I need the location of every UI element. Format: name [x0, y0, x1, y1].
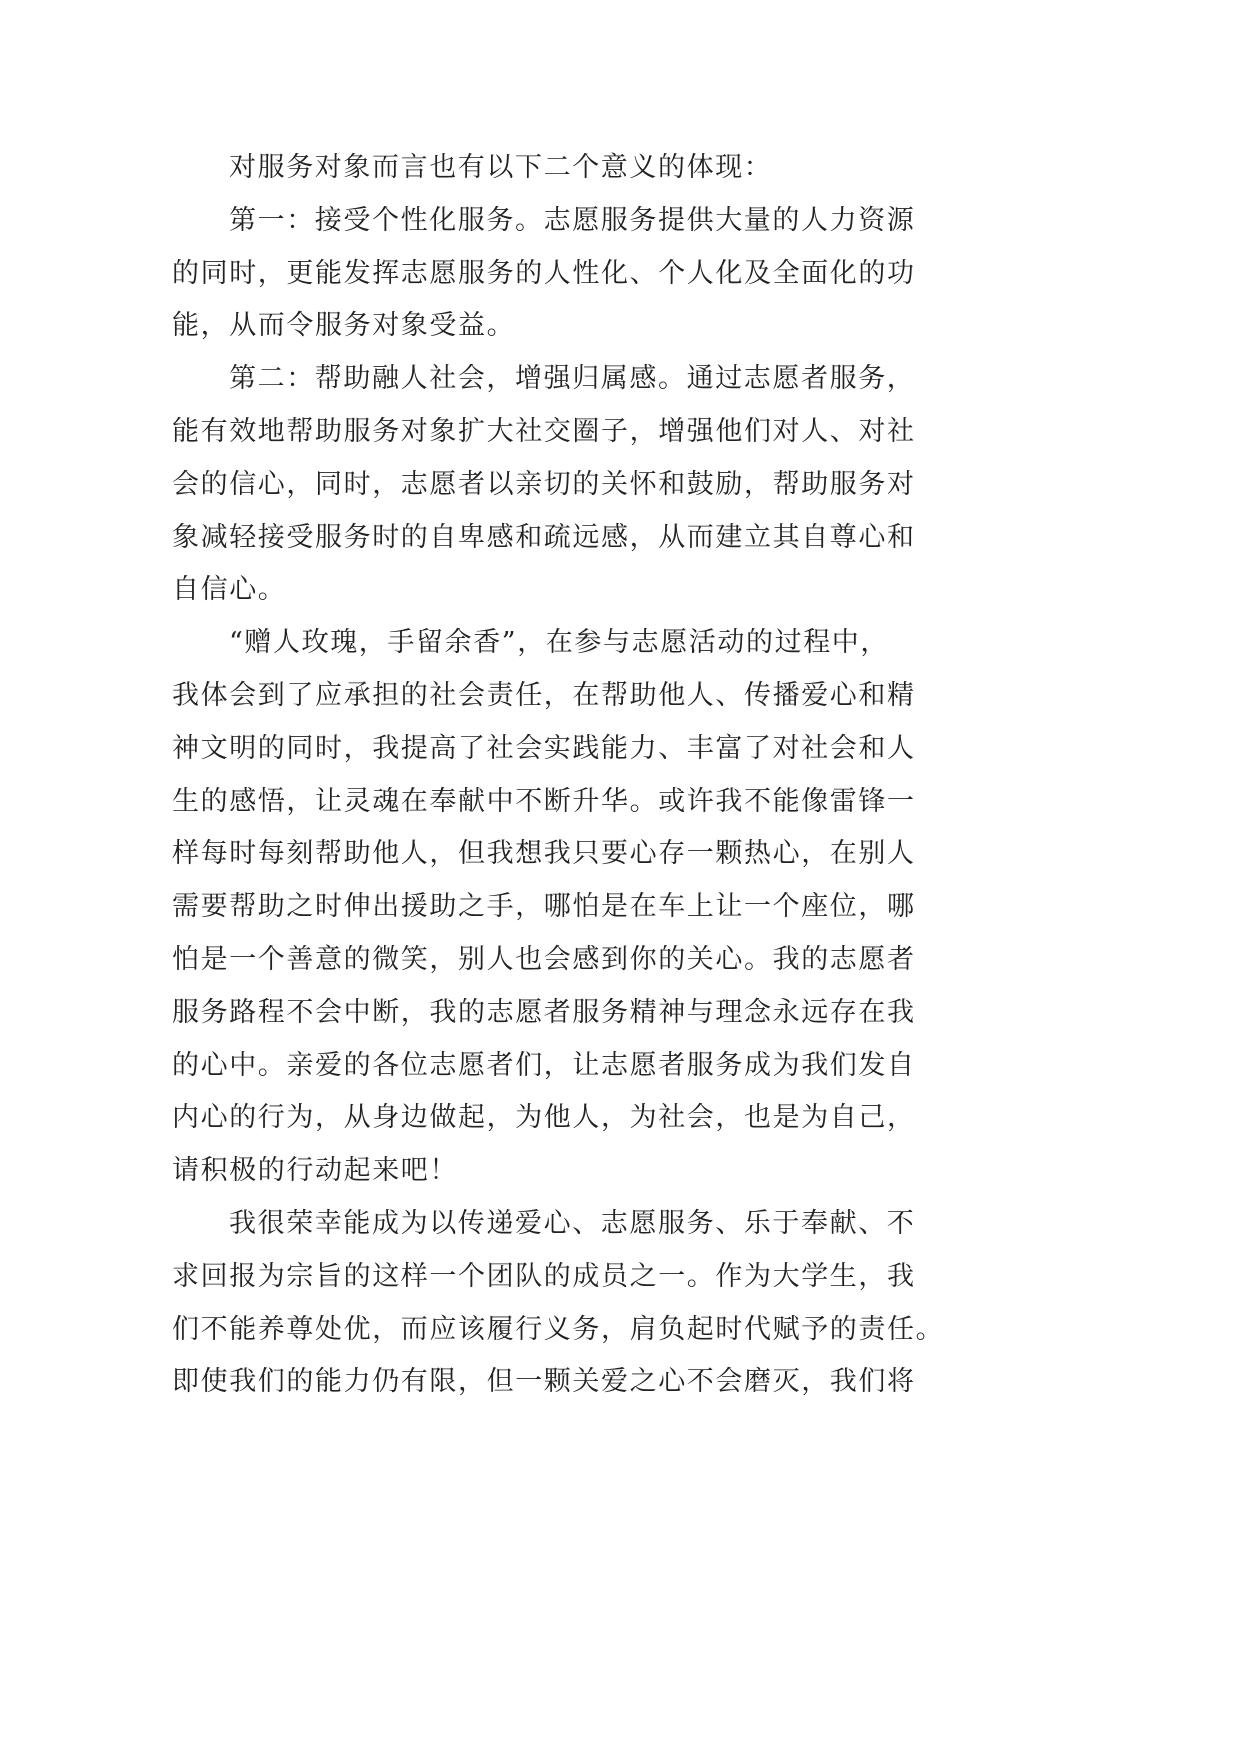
paragraph-2: [172, 195, 952, 353]
text-line: 象减轻接受服务时的自卑感和疏远感，从而建立其自尊心和: [172, 521, 916, 553]
text-line: 第一：接受个性化服务。志愿服务提供大量的人力资源: [229, 204, 916, 236]
text-line: 的心中。亲爱的各位志愿者们，让志愿者服务成为我们发自: [172, 1049, 916, 1081]
text-line: 能有效地帮助服务对象扩大社交圈子，增强他们对人、对社: [172, 415, 916, 447]
text-line: 怕是一个善意的微笑，别人也会感到你的关心。我的志愿者: [172, 943, 916, 975]
text-line: 生的感悟，让灵魂在奉献中不断升华。或许我不能像雷锋一: [172, 785, 916, 817]
paragraph-3: [172, 353, 952, 617]
text-line: 自信心。: [172, 574, 287, 606]
text-line: 们不能养尊处优，而应该履行义务，肩负起时代赋予的责任。: [172, 1313, 945, 1345]
text-line: 能，从而令服务对象受益。: [172, 310, 516, 342]
document-body: [172, 142, 952, 1409]
text-line: 样每时每刻帮助他人，但我想我只要心存一颗热心，在别人: [172, 838, 916, 870]
text-line: “赠人玫瑰，手留余香”，在参与志愿活动的过程中，: [229, 627, 890, 659]
text-line: 我体会到了应承担的社会责任，在帮助他人、传播爱心和精: [172, 679, 916, 711]
text-line: 第二：帮助融人社会，增强归属感。通过志愿者服务，: [229, 363, 916, 395]
text-line: 服务路程不会中断，我的志愿者服务精神与理念永远存在我: [172, 996, 916, 1028]
text-line: 需要帮助之时伸出援助之手，哪怕是在车上让一个座位，哪: [172, 891, 916, 923]
text-line: 我很荣幸能成为以传递爱心、志愿服务、乐于奉献、不: [229, 1207, 916, 1239]
text-line: 神文明的同时，我提高了社会实践能力、丰富了对社会和人: [172, 732, 916, 764]
paragraph-1: [172, 142, 952, 195]
text-line: 对服务对象而言也有以下二个意义的体现：: [229, 152, 773, 183]
paragraph-4: [172, 617, 952, 1198]
paragraph-5: [172, 1198, 952, 1409]
text-line: 即使我们的能力仍有限，但一颗关爱之心不会磨灭，我们将: [172, 1366, 916, 1398]
text-line: 请积极的行动起来吧！: [172, 1155, 458, 1187]
text-line: 内心的行为，从身边做起，为他人，为社会，也是为自己，: [172, 1102, 916, 1134]
text-line: 会的信心，同时，志愿者以亲切的关怀和鼓励，帮助服务对: [172, 468, 916, 500]
text-line: 求回报为宗旨的这样一个团队的成员之一。作为大学生，我: [172, 1260, 916, 1292]
text-line: 的同时，更能发挥志愿服务的人性化、个人化及全面化的功: [172, 257, 916, 289]
